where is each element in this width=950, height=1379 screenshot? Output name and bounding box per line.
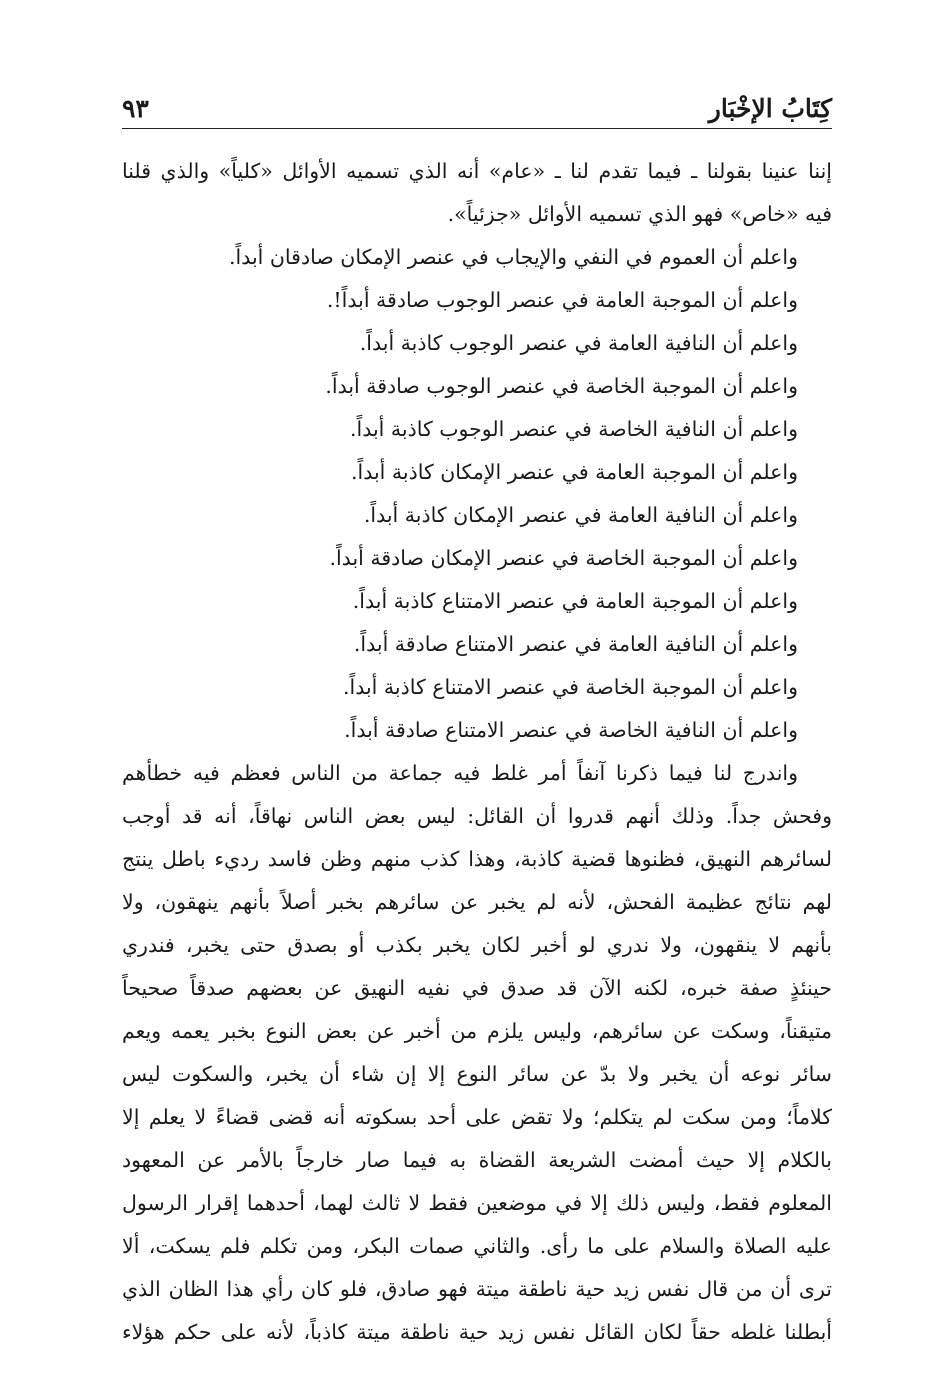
paragraph-line: وفحش جداً. وذلك أنهم قدروا أن القائل: ليس بعض الناس نهاقاً، أنه قد أوجب [122, 804, 832, 828]
rule-line: واعلم أن الموجبة الخاصة في عنصر الوجوب صادقة أبداً. [325, 374, 798, 398]
intro-line: فيه «خاص» فهو الذي تسميه الأوائل «جزئياً». [447, 202, 832, 226]
paragraph-line: متيقناً، وسكت عن سائرهم، وليس يلزم من أخبر عن بعض النوع بخبر يعمه ويعم [122, 1019, 832, 1043]
running-title: كِتَابُ الإخْبَار [708, 94, 832, 123]
paragraph-line: سائر نوعه أن يخبر ولا بدّ عن سائر النوع إلا إن شاء أن يخبر، والسكوت ليس [122, 1062, 832, 1086]
body-text [122, 150, 832, 1354]
rule-line: واعلم أن الموجبة العامة في عنصر الإمكان كاذبة أبداً. [350, 460, 798, 484]
paragraph-line: ترى أن من قال نفس زيد حية ناطقة ميتة فهو صادق، فلو كان رأي هذا الظان الذي [122, 1277, 832, 1301]
paragraph-line: المعلوم فقط، وليس ذلك إلا في موضعين فقط لا ثالث لهما، أحدهما إقرار الرسول [122, 1191, 832, 1215]
rule-line: واعلم أن الموجبة الخاصة في عنصر الإمكان صادقة أبداً. [329, 546, 798, 570]
rule-line: واعلم أن الموجبة العامة في عنصر الوجوب صادقة أبداً!. [326, 288, 798, 312]
page-header [122, 88, 832, 129]
rule-line: واعلم أن النافية الخاصة في عنصر الامتناع صادقة أبداً. [344, 718, 798, 742]
rule-line: واعلم أن النافية العامة في عنصر الإمكان كاذبة أبداً. [363, 503, 798, 527]
paragraph-line: عليه الصلاة والسلام على ما رأى. والثاني صمات البكر، ومن تكلم فلم يسكت، ألا [122, 1234, 832, 1258]
paragraph-line: لسائرهم النهيق، فظنوها قضية كاذبة، وهذا كذب منهم وظن فاسد رديء باطل ينتج [122, 847, 832, 871]
intro-line: إننا عنينا بقولنا ـ فيما تقدم لنا ـ «عام» أنه الذي تسميه الأوائل «كلياً» والذي قلنا [122, 159, 832, 183]
paragraph-line: أبطلنا غلطه حقاً لكان القائل نفس زيد حية ناطقة ميتة كاذباً، لأنه على حكم هؤلاء [122, 1320, 832, 1344]
page-number: ٩٣ [122, 94, 149, 123]
rule-line: واعلم أن النافية الخاصة في عنصر الوجوب كاذبة أبداً. [350, 417, 798, 441]
paragraph-line: لهم نتائج عظيمة الفحش، لأنه لم يخبر عن سائرهم بخبر أصلاً بأنهم ينهقون، ولا [122, 890, 832, 914]
paragraph-line: بأنهم لا ينقهون، ولا ندري لو أخبر لكان يخبر بكذب أو بصدق حتى يخبر، فندري [122, 933, 832, 957]
paragraph-line: بالكلام إلا حيث أمضت الشريعة القضاة به فيما صار خارجاً بالأمر عن المعهود [122, 1148, 832, 1172]
paragraph-line: كلاماً؛ ومن سكت لم يتكلم؛ ولا تقض على أحد بسكوته أنه قضى قضاءً لا يعلم إلا [122, 1105, 832, 1129]
rule-line: واعلم أن النافية العامة في عنصر الامتناع صادقة أبداً. [353, 632, 798, 656]
rule-line: واعلم أن العموم في النفي والإيجاب في عنصر الإمكان صادقان أبداً. [228, 245, 798, 269]
rule-line: واعلم أن الموجبة العامة في عنصر الامتناع كاذبة أبداً. [352, 589, 798, 613]
rule-line: واعلم أن النافية العامة في عنصر الوجوب كاذبة أبداً. [359, 331, 798, 355]
paragraph-line: حينئذٍ صفة خبره، لكنه الآن قد صدق في نفيه النهيق عن بعضهم صدقاً صحيحاً [122, 976, 832, 1000]
paragraph-line: واندرج لنا فيما ذكرنا آنفاً أمر غلط فيه جماعة من الناس فعظم فيه خطأهم [122, 761, 798, 785]
rule-line: واعلم أن الموجبة الخاصة في عنصر الامتناع كاذبة أبداً. [342, 675, 798, 699]
